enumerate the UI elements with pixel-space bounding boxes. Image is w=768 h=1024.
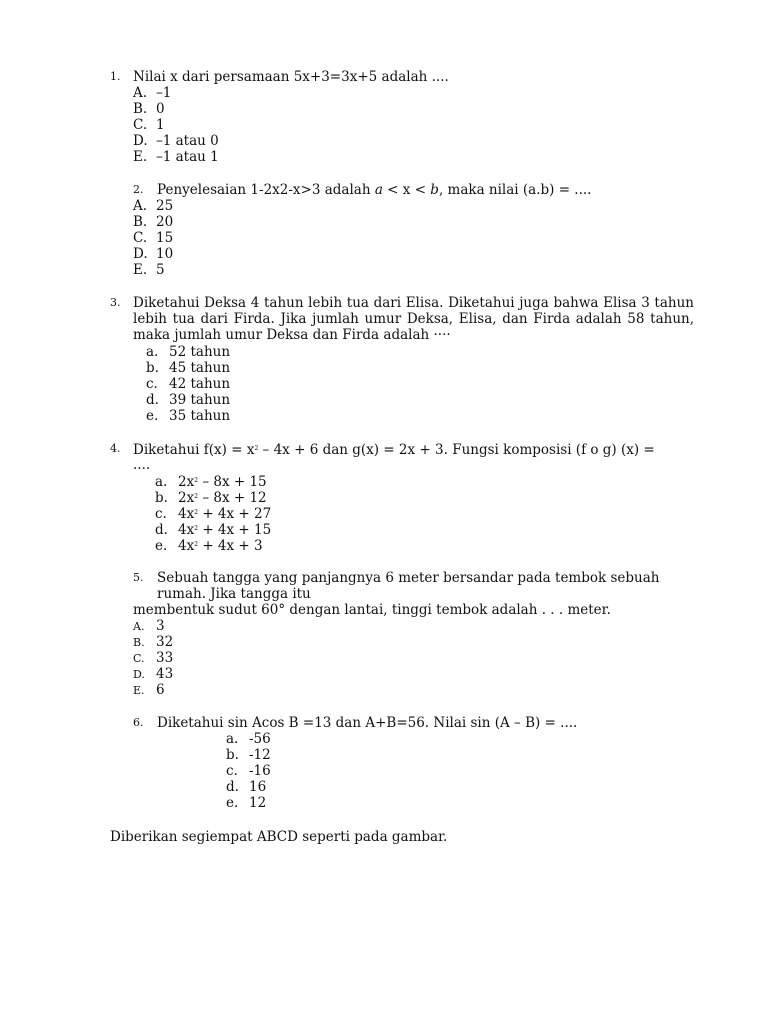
option: B. 20 [133,214,174,230]
option: B. 0 [133,101,165,117]
option: c. -16 [226,763,271,779]
question-6-text: Diketahui sin Acos B =13 dan A+B=56. Nilai sin (A – B) = .... [157,715,578,731]
question-5-text: Sebuah tangga yang panjangnya 6 meter bersandar pada tembok sebuah [157,570,660,586]
option: c. 42 tahun [146,376,231,392]
option: b. -12 [226,747,271,763]
option: c. $4x^2 + 4x + 27$ [155,506,272,522]
option: e. 35 tahun [146,408,231,424]
question-1-text: Nilai x dari persamaan 5x+3=3x+5 adalah .... [133,69,449,85]
question-number: 4. [110,442,121,455]
option: b. 45 tahun [146,360,231,376]
question-number: 6. [133,716,144,729]
option: b. $2x^2 - 8x + 12$ [155,490,267,506]
question-number: 3. [110,296,121,309]
option: A. 3 [133,618,165,634]
option: D. 10 [133,246,174,262]
option: d. 16 [226,779,267,795]
option: C. 33 [133,650,174,666]
option: E. 6 [133,682,165,698]
question-number: 5. [133,571,144,584]
section-intro-text: Diberikan segiempat ABCD seperti pada gambar. [110,829,448,845]
option: d. 39 tahun [146,392,231,408]
option: D. 43 [133,666,174,682]
option: a. $2x^2 - 8x + 15$ [155,474,267,490]
option: D. –1 atau 0 [133,133,219,149]
question-3-text: Diketahui Deksa 4 tahun lebih tua dari Elisa. Diketahui juga bahwa Elisa 3 tahun lebih tua dari Firda. Jika jumlah umur Deksa, Elisa, dan Firda adalah 58 tahun, maka jumlah umur Deksa dan Firda adalah ···· [133,295,694,344]
option: a. 52 tahun [146,344,231,360]
option: B. 32 [133,634,174,650]
option: e. $4x^2 + 4x + 3$ [155,538,263,554]
question-5-text-continued: rumah. Jika tangga itu [157,586,311,602]
question-5-text-continued: membentuk sudut 60° dengan lantai, tinggi tembok adalah . . . meter. [133,602,611,618]
option: A. –1 [133,85,172,101]
question-2-text: Penyelesaian 1-2x2-x>3 adalah a < x < b, maka nilai (a.b) = .... [157,182,592,198]
option: A. 25 [133,198,174,214]
option: e. 12 [226,795,267,811]
question-number: 2. [133,183,144,196]
question-4-text-continued: .... [133,457,151,473]
option: E. 5 [133,262,165,278]
question-4-text: Diketahui $f(x) = x^2 - 4x + 6$ dan g(x) = 2x + 3. Fungsi komposisi (f o g) (x) = [133,442,655,458]
option: C. 1 [133,117,165,133]
question-number: 1. [110,70,121,83]
option: a. -56 [226,731,271,747]
option: C. 15 [133,230,174,246]
option: d. $4x^2 + 4x + 15$ [155,522,272,538]
option: E. –1 atau 1 [133,149,219,165]
